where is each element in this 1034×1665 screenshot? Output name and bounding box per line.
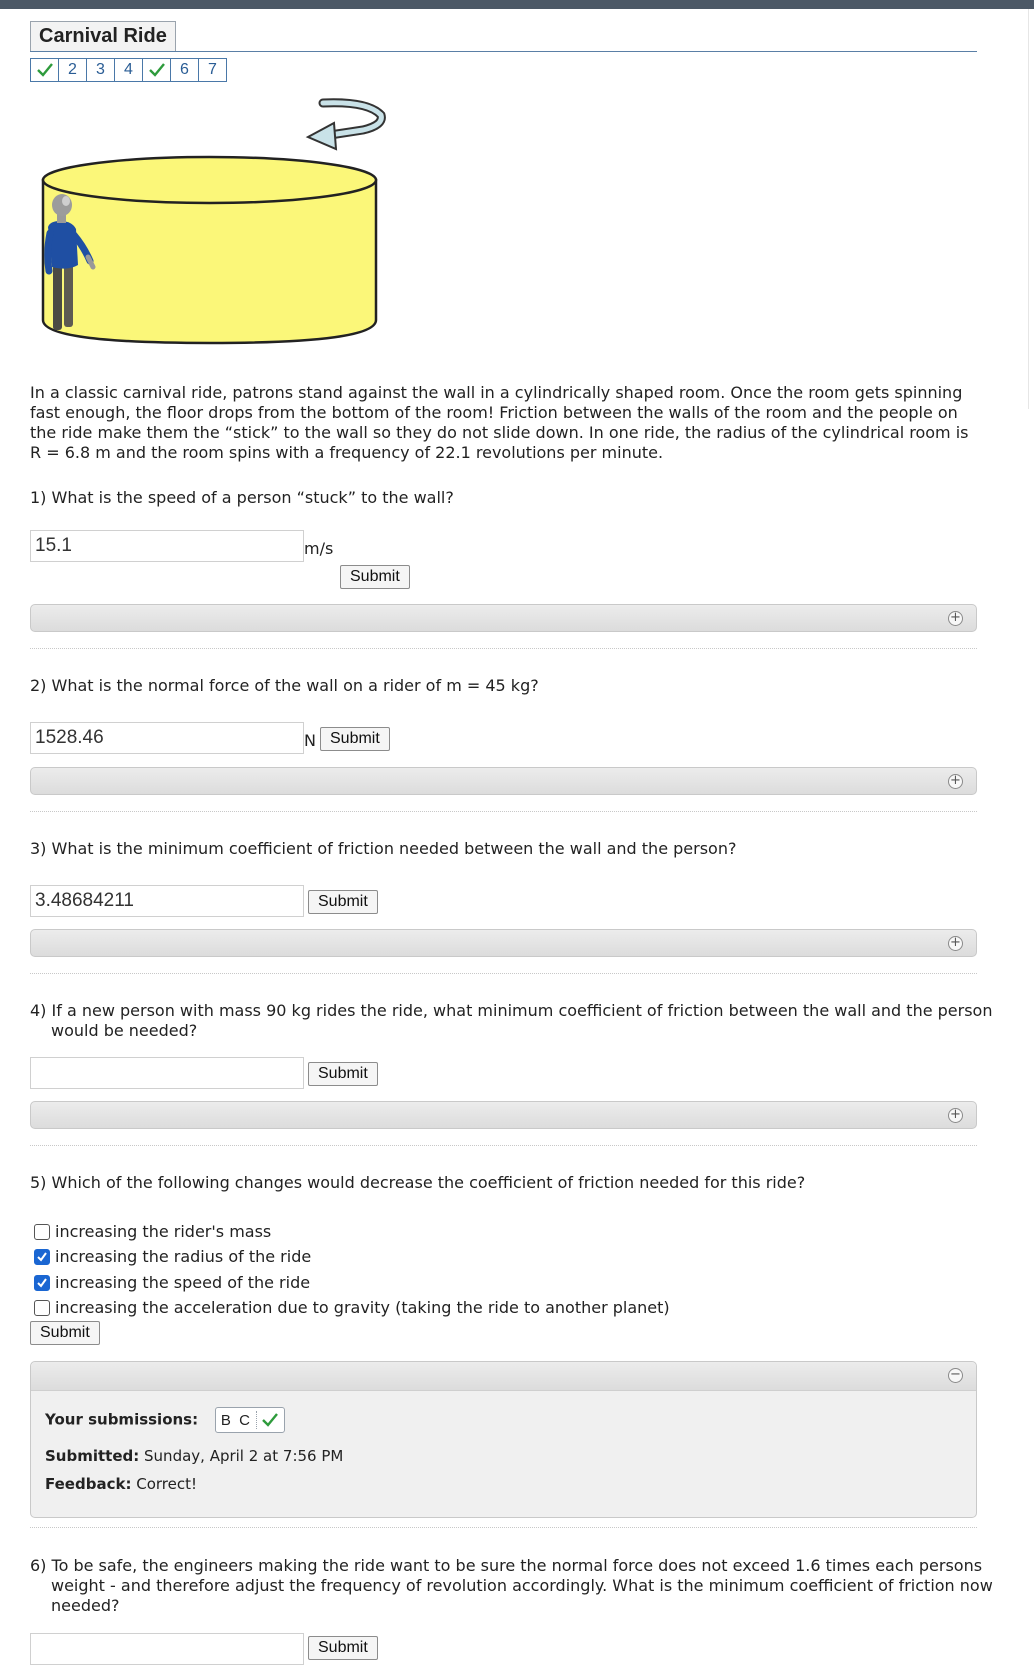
option-b[interactable] bbox=[34, 1247, 311, 1267]
checkbox-a[interactable] bbox=[34, 1224, 50, 1240]
divider bbox=[30, 973, 977, 974]
page-title: Carnival Ride bbox=[30, 21, 176, 51]
submitted-time bbox=[45, 1447, 343, 1465]
expand-icon[interactable]: + bbox=[948, 936, 963, 951]
option-b-label: increasing the radius of the ride bbox=[55, 1247, 312, 1266]
your-submissions bbox=[45, 1407, 285, 1433]
submissions-label: Your submissions: bbox=[45, 1410, 199, 1429]
rotation-arrow-icon bbox=[308, 103, 381, 149]
step-1-complete[interactable] bbox=[30, 58, 59, 82]
answer-3-input[interactable]: 3.48684211 bbox=[30, 885, 304, 917]
question-3-text: 3) What is the minimum coefficient of friction needed between the wall and the person? bbox=[30, 839, 737, 858]
carnival-ride-figure bbox=[38, 95, 408, 357]
submit-1-button[interactable]: Submit bbox=[340, 565, 410, 589]
submit-4-button[interactable]: Submit bbox=[308, 1062, 378, 1086]
hint-panel-1[interactable] bbox=[30, 604, 977, 632]
answer-1-unit: m/s bbox=[304, 539, 334, 558]
option-d-label: increasing the acceleration due to gravity (taking the ride to another planet) bbox=[55, 1298, 670, 1317]
problem-intro: In a classic carnival ride, patrons stand against the wall in a cylindrically shaped room. Once the room gets spinning fast enough, the floor drops from the bottom of the room! Friction between the walls of the room and the people on the ride make them the “stick” to the wall so they do not slide down. In one ride, the radius of the cylindrical room is R = 6.8 m and the room spins with a frequency of 22.1 revolutions per minute. bbox=[30, 383, 969, 462]
checkmark-icon bbox=[36, 1251, 48, 1263]
checkbox-d[interactable] bbox=[34, 1300, 50, 1316]
expand-icon[interactable]: + bbox=[948, 611, 963, 626]
option-d[interactable] bbox=[34, 1298, 670, 1318]
hint-panel-3[interactable] bbox=[30, 929, 977, 957]
checkmark-icon bbox=[36, 1277, 48, 1289]
answer-4-input[interactable] bbox=[30, 1057, 304, 1089]
option-a[interactable] bbox=[34, 1222, 271, 1242]
title-divider bbox=[30, 51, 977, 52]
expand-icon[interactable]: + bbox=[948, 1108, 963, 1123]
answer-2-input[interactable]: 1528.46 bbox=[30, 722, 304, 754]
step-3[interactable]: 3 bbox=[86, 58, 115, 82]
submit-5-button[interactable]: Submit bbox=[30, 1321, 100, 1345]
answer-6-input[interactable] bbox=[30, 1633, 304, 1665]
hint-panel-4[interactable] bbox=[30, 1101, 977, 1129]
step-6[interactable]: 6 bbox=[170, 58, 199, 82]
submitted-value: Sunday, April 2 at 7:56 PM bbox=[144, 1447, 344, 1465]
checkbox-c[interactable] bbox=[34, 1275, 50, 1291]
answer-1-input[interactable]: 15.1 bbox=[30, 530, 304, 562]
answer-2-unit: N bbox=[304, 731, 316, 750]
expand-icon[interactable]: + bbox=[948, 774, 963, 789]
hint-panel-2[interactable] bbox=[30, 767, 977, 795]
question-1-text: 1) What is the speed of a person “stuck” to the wall? bbox=[30, 488, 454, 507]
divider bbox=[30, 648, 977, 649]
question-2-text: 2) What is the normal force of the wall on a rider of m = 45 kg? bbox=[30, 676, 539, 695]
submit-6-button[interactable]: Submit bbox=[308, 1636, 378, 1660]
step-navigation bbox=[30, 58, 227, 82]
checkmark-icon bbox=[148, 62, 166, 78]
feedback-value: Correct! bbox=[136, 1475, 197, 1493]
collapse-icon[interactable]: − bbox=[948, 1368, 963, 1383]
submit-3-button[interactable]: Submit bbox=[308, 890, 378, 914]
question-6-text: 6) To be safe, the engineers making the ride want to be sure the normal force does not exceed 1.6 times each persons weight - and therefore adjust the frequency of revolution accordingly. What is the minimum coefficient of friction now needed? bbox=[30, 1556, 993, 1615]
feedback-label: Feedback: bbox=[45, 1475, 132, 1493]
scrollbar-track[interactable] bbox=[1028, 9, 1034, 409]
option-c-label: increasing the speed of the ride bbox=[55, 1273, 311, 1292]
divider bbox=[30, 1527, 977, 1528]
submission-panel bbox=[30, 1361, 977, 1518]
checkmark-icon bbox=[36, 62, 54, 78]
divider bbox=[30, 811, 977, 812]
feedback bbox=[45, 1475, 197, 1493]
submit-2-button[interactable]: Submit bbox=[320, 727, 390, 751]
submission-panel-header[interactable] bbox=[31, 1362, 976, 1391]
question-5-text: 5) Which of the following changes would decrease the coefficient of friction needed for this ride? bbox=[30, 1173, 806, 1192]
submission-value: B C bbox=[220, 1411, 252, 1429]
submission-box bbox=[215, 1407, 285, 1433]
submitted-label: Submitted: bbox=[45, 1447, 140, 1465]
step-4[interactable]: 4 bbox=[114, 58, 143, 82]
question-4-text: 4) If a new person with mass 90 kg rides the ride, what minimum coefficient of friction between the wall and the person would be needed? bbox=[30, 1001, 993, 1040]
divider bbox=[30, 1145, 977, 1146]
option-c[interactable] bbox=[34, 1273, 310, 1293]
option-a-label: increasing the rider's mass bbox=[55, 1222, 272, 1241]
cylinder-room bbox=[43, 157, 376, 343]
top-bar bbox=[0, 0, 1034, 9]
checkbox-b[interactable] bbox=[34, 1249, 50, 1265]
step-2[interactable]: 2 bbox=[58, 58, 87, 82]
step-5-complete[interactable] bbox=[142, 58, 171, 82]
step-7[interactable]: 7 bbox=[198, 58, 227, 82]
checkmark-icon bbox=[261, 1412, 279, 1428]
